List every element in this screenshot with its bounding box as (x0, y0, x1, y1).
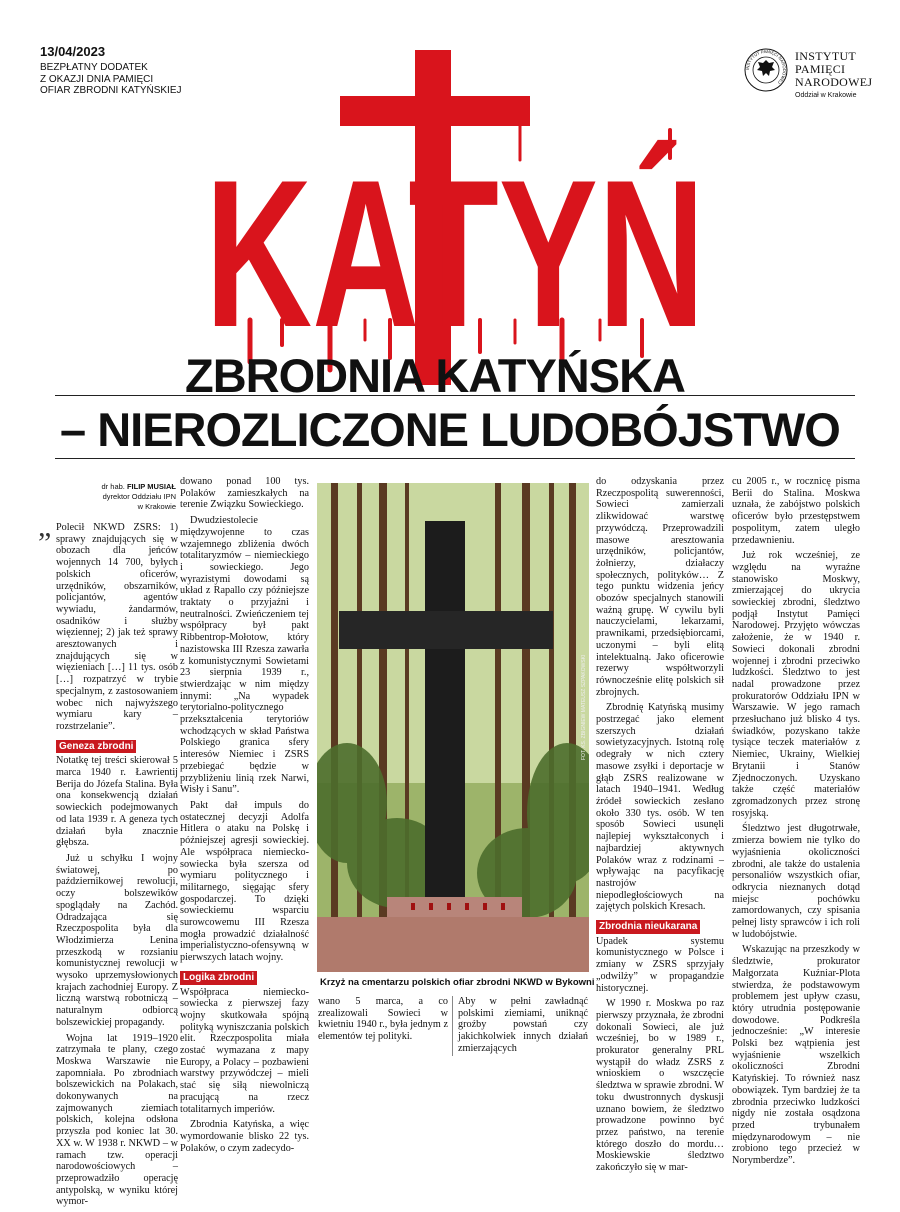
supplement-line: Z OKAZJI DNIA PAMIĘCI (40, 73, 154, 85)
paragraph: Już u schyłku I wojny światowej, po październikowej rewolucji, oczy bolszewików spoglądały na Zachód. Odradzająca się Rzeczpospolita była dla Włodzimierza Lenina przeszkodą w rozsianiu komunistycznej rewolucji w wysoko uprzemysłowionych krajach zachodniej Europy. Z liczną warstwą robotniczą – naturalnym odbiorcą bolszewickiej propagandy. (56, 852, 178, 1028)
cemetery-cross-photo (317, 483, 589, 972)
paragraph: do odzyskania przez Rzeczpospolitą suwerenności, Sowieci zamierzali zlikwidować warstwę przywódczą. Przeprowadzili masowe aresztowania urzędników, policjantów, żołnierzy, działaczy społecznych, polityków… Z tego punktu widzenia jeńcy obozów specjalnych stanowili ważną grupę. W cywilu byli nauczycielami, lekarzami, prawnikami, przedsiębiorcami, uczonymi – byli elitą intelektualną. Jako oficerowie rezerwy współtworzyli równocześnie elitę polskich sił zbrojnych. (596, 476, 724, 698)
photo-caption: Krzyż na cmentarzu polskich ofiar zbrodni NKWD w Bykowni (320, 977, 595, 988)
paragraph: Zbrodnię Katyńską musimy postrzegać jako element szerszych działań sowietyzacyjnych. Istotną rolę odegrały w nich cztery masowe zsyłki i deportacje w głąb ZSRS realizowane w latach 1940–1941. Według źródeł sowieckich zesłano około 330 tys. osób. W ten sposób Sowieci usunęli najlepiej wykształconych i najbardziej aktywnych Polaków wraz z rodzinami – wpływając na pacyfikację nastrojów niepodległościowych na zajętych polskich Kresach. (596, 702, 724, 913)
paragraph: Wskazując na przeszkody w śledztwie, prokurator Małgorzata Kuźniar-Plota stwierdza, że podstawowym problemem jest upływ czasu, który utrudnia postępowanie dowodowe. Podkreśla jednocześnie: „W interesie Polski bez wątpienia jest wyjaśnienie wszelkich okoliczności Zbrodni Katyńskiej. To również nasz obowiązek. Tym bardziej że ta zbrodnia przeciwko ludzkości nigdy nie została osądzona przed trybunałem międzynarodowym – nie zrobiono tego przecież w Norymberdze”. (732, 944, 860, 1167)
article-lead: Polecił NKWD ZSRS: 1) sprawy znajdujących się w obozach dla jeńców wojennych 14 700, byłych polskich oficerów, urzędników, obszarników, policjantów, agentów wywiadu, żandarmów, osadników i służby więziennej; 2) jak też sprawy aresztowanych i znajdujących się w więzieniach […] 11 tys. osób […] rozpatrzyć w trybie specjalnym, z zastosowaniem wobec nich najwyższego wymiaru kary – rozstrzelanie”. (56, 522, 178, 732)
paragraph: Już rok wcześniej, ze względu na wyraźne stanowisko Moskwy, zmierzającej do ukrycia sowieckiej zbrodni, śledztwo podjął Instytut Pamięci Narodowej. Przyjęto wówczas założenie, że w 1940 r. Sowieci dokonali zbrodni wojennej i zbrodni przeciwko ludzkości. Śledztwo to jest nadal prowadzone przez prokuratorów Oddziału IPN w Warszawie. W jego ramach przesłuchano już blisko 4 tys. świadków, pozyskano także tysiące teczek materiałów z Niemiec, Ukrainy, Wielkiej Brytanii i Stanów Zjednoczonych. Uzyskano także część materiałów zgromadzonych przez stronę rosyjską. (732, 550, 860, 819)
headline-rule-bottom (55, 458, 855, 459)
ipn-name-line: INSTYTUT (795, 49, 857, 63)
paragraph: Pakt dał impuls do ostatecznej decyzji Adolfa Hitlera o ataku na Polskę i późniejszej agresji sowieckiej. Ale współpraca niemiecko-sowiecka była szersza od wymiaru politycznego i militarnego, sięgając sfery gospodarczej. To dzięki sowieckiemu wsparciu surowcowemu III Rzesza mogła prowadzić działalność imperialistyczno-ofensywną w pierwszych latach wojny. (180, 799, 309, 964)
article-column-1 (56, 522, 178, 1212)
paragraph: Śledztwo jest długotrwałe, zmierza bowiem nie tylko do wyjaśnienia okoliczności zbrodni, ale także do ustalenia personaliów wszystkich ofiar, odkrycia nieznanych dotąd miejsc pochówku zamordowanych, czy spisania pełnej listy sprawców i ich roli w ludobójstwie. (732, 823, 860, 940)
paragraph: W 1990 r. Moskwa po raz pierwszy przyznała, że zbrodni dokonali Sowieci, ale już wcześniej, bo w 1989 r., prokurator generalny PRL wystąpił do władz ZSRS z wnioskiem o wszczęcie śledztwa w sprawie zbrodni. W toku dwustronnych dyskusji uznano bowiem, że śledztwo prowadzone powinno być przez państwo, na terenie którego doszło do mordu… Moskiewskie śledztwo zakończyło się w mar- (596, 998, 724, 1174)
article-column-5 (596, 476, 724, 1178)
opening-quote-icon: „ (38, 510, 52, 543)
ipn-eagle-logo-icon (744, 48, 788, 92)
katyn-hero-graffiti (190, 40, 710, 390)
issue-date: 13/04/2023 (40, 44, 106, 59)
ipn-branch: Oddział w Krakowie (795, 92, 857, 99)
author-name: FILIP MUSIAŁ (126, 482, 176, 491)
ipn-name (795, 50, 872, 89)
article-column-4-bottom (458, 996, 588, 1059)
ipn-name-line: PAMIĘCI (795, 62, 846, 76)
headline-line-2: – NIEROZLICZONE LUDOBÓJSTWO (60, 403, 840, 456)
paragraph: dowano ponad 100 tys. Polaków zamieszkałych na terenie Związku Sowieckiego. (180, 476, 309, 511)
article-column-3-bottom (318, 996, 448, 1047)
supplement-line: OFIAR ZBRODNI KATYŃSKIEJ (40, 85, 182, 96)
author-byline (50, 482, 176, 512)
subheading-geneza: Geneza zbrodni (56, 740, 136, 754)
paragraph: Upadek systemu komunistycznego w Polsce i zmiany w ZSRS sprzyjały „odwilży” w propagandzie historycznej. (596, 935, 724, 994)
paragraph: cu 2005 r., w rocznicę pisma Berii do Stalina. Moskwa uznała, że zabójstwo polskich oficerów było przestępstwem pospolitym, zatem uległo przedawnieniu. (732, 476, 860, 546)
author-prefix: dr hab. (101, 482, 125, 491)
paragraph: Dwudziestolecie międzywojenne to czas wzajemnego zbliżenia dwóch totalitaryzmów – niemieckiego i sowieckiego. Jego wyrazistymi dowodami są układ z Rapallo czy późniejsze traktaty o przyjaźni i neutralności. Zwieńczeniem tej współpracy był pakt Ribbentrop-Mołotow, który nazistowska III Rzesza zawarła z komunistycznymi Sowietami 23 sierpnia 1939 r., stwierdzając w nim między innymi: „Na wypadek terytorialno-politycznego przekształcenia terytoriów wchodzących w skład Państwa Polskiego granica sfery interesów Niemiec i ZSRS przebiegać będzie w przybliżeniu linią rzek Narwi, Wisły i Sanu”. (180, 515, 309, 796)
supplement-line: BEZPŁATNY DODATEK (40, 62, 148, 73)
logo-ring-text: INSTYTUT PAMIĘCI NARODOWEJ (744, 48, 788, 86)
paragraph: Zbrodnia Katyńska, a więc wymordowanie blisko 22 tys. Polaków, o czym zadecydo- (180, 1119, 309, 1154)
headline-line-1: ZBRODNIA KATYŃSKA (185, 349, 685, 402)
subheading-logika: Logika zbrodni (180, 971, 257, 985)
paragraph: Wojna lat 1919–1920 zatrzymała te plany, czego Moskwa Warszawie nie zapomniała. Po zbrodniach bolszewickich na Polakach, dokonywanych na zajmowanych ziemiach polskich, kolejna odsłona przyszła pod koniec lat 30. XX w. W 1938 r. NKWD – w ramach tzw. operacji narodowościowych – przeprowadziło operację antypolską, w wyniku której wymor- (56, 1032, 178, 1208)
paragraph: Aby w pełni zawładnąć polskimi ziemiami, uniknąć groźby powstań czy jakichkolwiek innych działań zmierzających (458, 996, 588, 1054)
article-column-6 (732, 476, 860, 1171)
hero-title: KATYŃ (205, 136, 705, 371)
subheading-nieukarana: Zbrodnia nieukarana (596, 920, 700, 934)
column-divider (452, 996, 453, 1056)
author-place: w Krakowie (137, 502, 176, 511)
paragraph: Notatkę tej treści skierował 5 marca 1940 r. Ławrientij Berija do Józefa Stalina. Była ona konsekwencją działań sowieckich podejmowanych od lata 1939 r. A geneza tych działań była znacznie głębsza. (56, 755, 178, 849)
paragraph: wano 5 marca, a co zrealizowali Sowieci w kwietniu 1940 r., była jednym z elementów tej polityki. (318, 996, 448, 1043)
photo-credit: FOT. KS. ZBIGNIEW MATEUSZ SZPAKOWSKI (581, 654, 587, 760)
author-role: dyrektor Oddziału IPN (102, 492, 176, 501)
paragraph: Współpraca niemiecko-sowiecka z pierwszej fazy wojny skutkowała spójną polityką wyniszczania polskich elit. Rzeczpospolita miała zostać wymazana z mapy Europy, a Polacy – pozbawieni warstwy przywódczej – mieli stać się siłą niewolniczą pracującą na rzecz totalitarnych imperiów. (180, 986, 309, 1115)
ipn-name-line: NARODOWEJ (795, 75, 873, 89)
article-column-2 (180, 476, 309, 1158)
